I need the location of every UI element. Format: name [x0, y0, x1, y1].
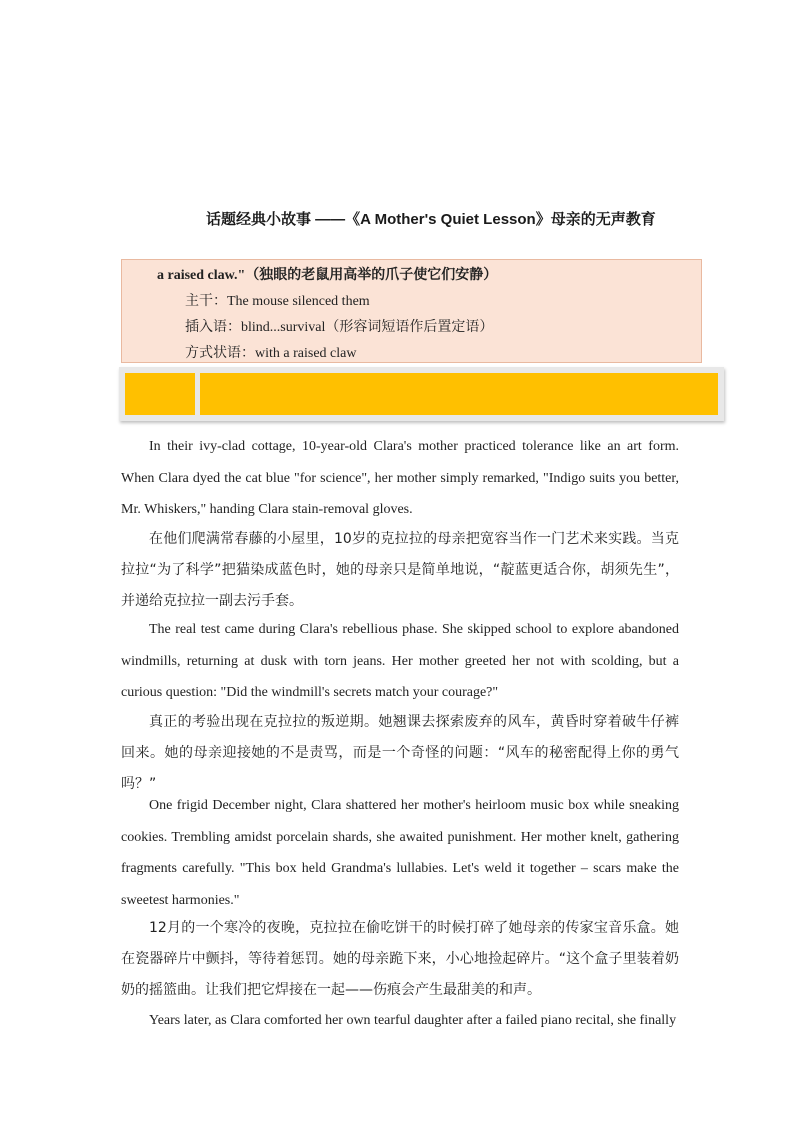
- note-parenthesis: 插入语：blind...survival（形容词短语作后置定语）: [185, 320, 494, 335]
- paragraph-zh-2: 真正的考验出现在克拉拉的叛逆期。她翘课去探索废弃的风车，黄昏时穿着破牛仔裤回来。她的母亲迎接她的不是责骂，而是一个奇怪的问题：“风车的秘密配得上你的勇气吗？”: [121, 714, 679, 792]
- decorative-banner: [119, 367, 724, 421]
- paragraph-en-1: In their ivy-clad cottage, 10-year-old Clara's mother practiced tolerance like an art form. When Clara dyed the cat blue "for science", her mother simply remarked, "Indigo suits you better, Mr. Whiskers," handing Clara stain-removal gloves.: [121, 439, 679, 517]
- note-main-clause: 主干：The mouse silenced them: [185, 294, 370, 309]
- page-title: 话题经典小故事 ——《A Mother's Quiet Lesson》母亲的无声教育: [206, 211, 656, 228]
- paragraph-en-2: The real test came during Clara's rebellious phase. She skipped school to explore abandoned windmills, returning at dusk with torn jeans. Her mother greeted her not with scolding, but a curious question: "Did the windmill's secrets match your courage?": [121, 622, 679, 700]
- paragraph-en-3: One frigid December night, Clara shattered her mother's heirloom music box while sneaking cookies. Trembling amidst porcelain shards, she awaited punishment. Her mother knelt, gathering fragments carefully. "This box held Grandma's lullabies. Let's weld it together – scars make the sweetest harmonies.": [121, 798, 679, 908]
- banner-left-cell: [125, 373, 195, 415]
- note-adverbial: 方式状语：with a raised claw: [185, 346, 357, 361]
- grammar-note-box: [121, 259, 702, 363]
- note-heading: a raised claw."（独眼的老鼠用高举的爪子使它们安静）: [157, 268, 498, 283]
- paragraph-en-4: Years later, as Clara comforted her own tearful daughter after a failed piano recital, she finally: [149, 1013, 677, 1028]
- paragraph-zh-1: 在他们爬满常春藤的小屋里，10岁的克拉拉的母亲把宽容当作一门艺术来实践。当克拉拉“为了科学”把猫染成蓝色时，她的母亲只是简单地说，“靛蓝更适合你，胡须先生”，并递给克拉拉一副去污手套。: [121, 531, 679, 609]
- banner-right-cell: [200, 373, 718, 415]
- paragraph-zh-3: 12月的一个寒冷的夜晚，克拉拉在偷吃饼干的时候打碎了她母亲的传家宝音乐盒。她在瓷器碎片中颤抖，等待着惩罚。她的母亲跪下来，小心地捡起碎片。“这个盒子里装着奶奶的摇篮曲。让我们把它焊接在一起——伤痕会产生最甜美的和声。: [121, 920, 679, 998]
